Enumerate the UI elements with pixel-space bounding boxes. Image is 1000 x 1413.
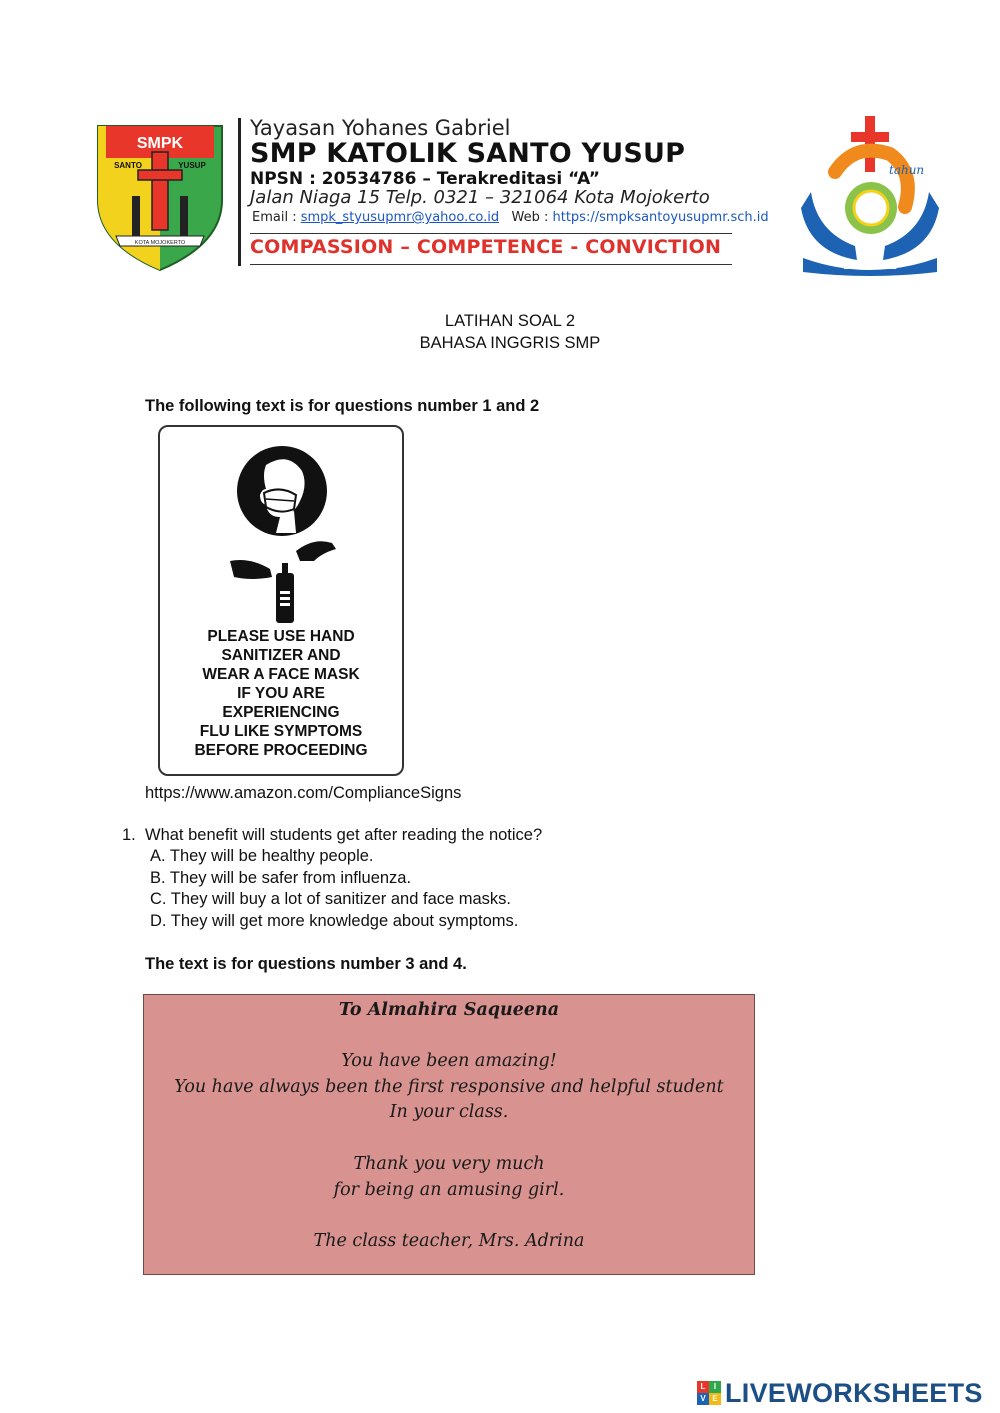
crest-band-right: YUSUP [178,161,206,170]
doc-title: LATIHAN SOAL 2 [444,312,576,330]
crest-top-text: SMPK [136,135,184,152]
sign-line: SANITIZER AND [221,647,341,664]
question-number: 1. [122,826,136,844]
sign-line: FLU LIKE SYMPTOMS [199,723,363,740]
question-text: What benefit will students get after reading the notice? [145,826,543,844]
sign-line: IF YOU ARE [237,685,325,702]
foundation-name: Yayasan Yohanes Gabriel [250,116,511,140]
npsn-line: NPSN : 20534786 – Terakreditasi “A” [250,169,600,189]
mask-face-icon [236,445,328,537]
sign-line: BEFORE PROCEEDING [194,742,368,759]
card-line: In your class. [389,1102,509,1122]
anniversary-script: tahun [889,163,925,177]
header-rule-bottom [250,264,732,265]
anniversary-logo [795,112,945,278]
sign-text [160,627,402,760]
answer-option-d[interactable]: D. They will get more knowledge about symptoms. [150,912,519,930]
school-motto: COMPASSION – COMPETENCE - CONVICTION [250,236,722,258]
appreciation-card [143,994,755,1275]
contact-line [252,210,769,225]
liveworksheets-logo-icon [697,1381,721,1405]
header-divider [238,118,241,266]
email-link[interactable]: smpk_styusupmr@yahoo.co.id [300,210,500,225]
brand-name: LIVEWORKSHEETS [725,1377,983,1408]
notice-sign-image [158,425,404,776]
anniversary-years: 1956 - 2022 [843,261,897,272]
card-recipient: To Almahira Saqueena [338,1000,560,1020]
sign-line: PLEASE USE HAND [207,628,355,645]
school-address: Jalan Niaga 15 Telp. 0321 – 321064 Kota Mojokerto [250,187,710,208]
web-label: Web : [511,210,553,225]
answer-option-b[interactable]: B. They will be safer from influenza. [150,869,412,887]
web-link[interactable]: https://smpksantoyusupmr.sch.id [552,210,769,225]
doc-subtitle: BAHASA INGGRIS SMP [419,334,601,352]
logo-letter: L [697,1381,709,1393]
section2-heading: The text is for questions number 3 and 4. [145,955,467,973]
logo-letter: V [697,1393,709,1405]
liveworksheets-brand[interactable] [697,1377,983,1409]
school-crest-logo [92,118,228,274]
sign-line: EXPERIENCING [222,704,340,721]
answer-option-c[interactable]: C. They will buy a lot of sanitizer and face masks. [150,890,512,908]
crest-band-left: SANTO [114,161,142,170]
email-label: Email : [252,210,301,225]
card-line: for being an amusing girl. [333,1180,565,1200]
crest-ribbon-text: KOTA MOJOKERTO [134,240,186,246]
card-line: You have always been the first responsive and helpful student [174,1077,724,1097]
card-line: Thank you very much [353,1154,545,1174]
header-rule-top [250,233,732,234]
school-name: SMP KATOLIK SANTO YUSUP [250,138,686,169]
card-line: You have been amazing! [341,1051,557,1071]
sign-line: WEAR A FACE MASK [202,666,360,683]
logo-letter: I [709,1381,721,1393]
card-signature: The class teacher, Mrs. Adrina [313,1231,585,1251]
logo-letter: E [709,1393,721,1405]
answer-option-a[interactable]: A. They will be healthy people. [150,847,374,865]
section1-heading: The following text is for questions number 1 and 2 [145,397,540,415]
hand-sanitizer-icon [226,531,340,623]
sign-source: https://www.amazon.com/ComplianceSigns [145,784,462,802]
